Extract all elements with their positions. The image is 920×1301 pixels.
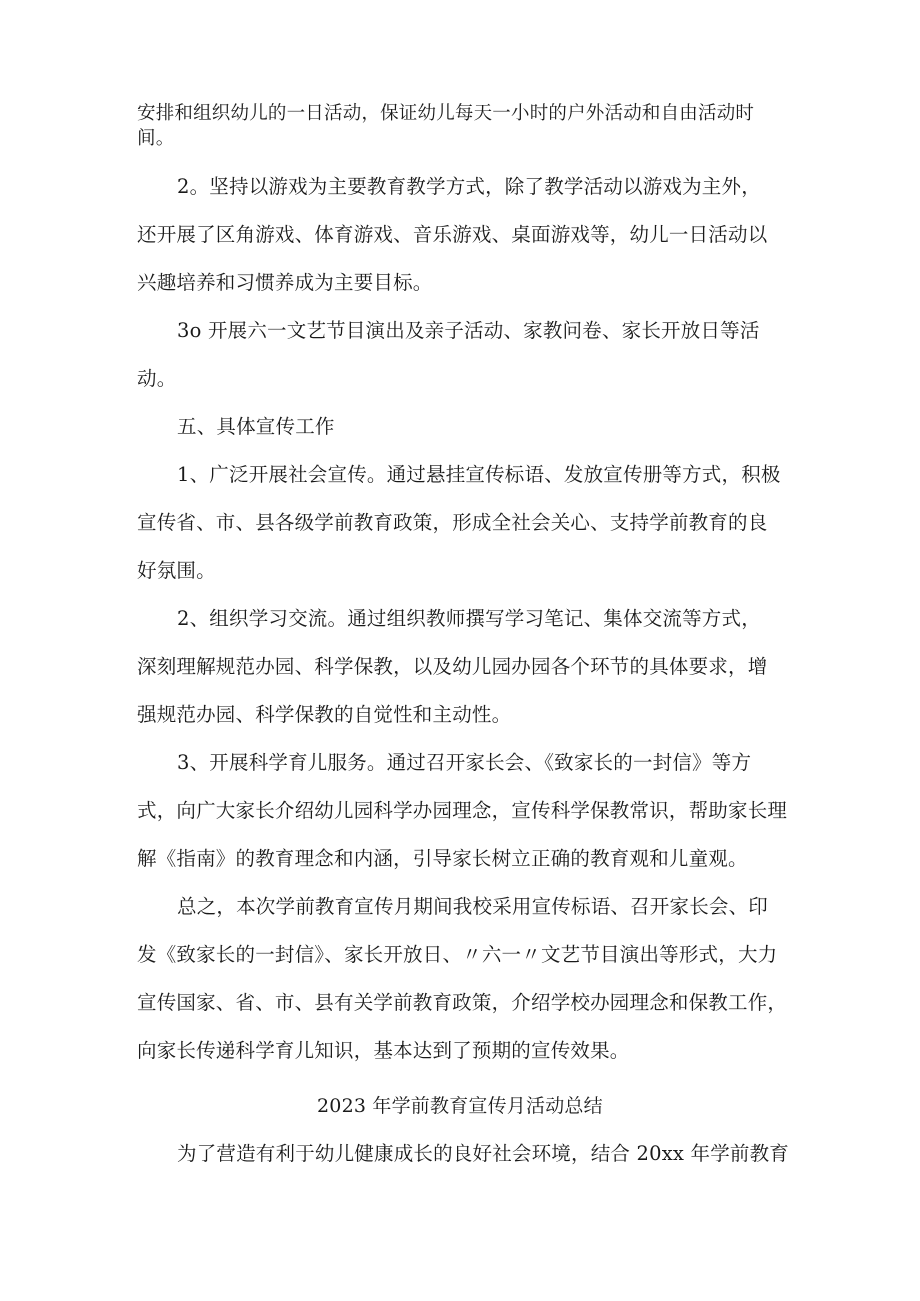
text-line: 深刻理解规范办园、科学保教，以及幼儿园办园各个环节的具体要求，增 <box>137 655 768 678</box>
document-title: 2023 年学前教育宣传月活动总结 <box>317 1095 603 1117</box>
text-line: 2。坚持以游戏为主要教育教学方式，除了教学活动以游戏为主外， <box>177 175 761 198</box>
text-line: 发《致家长的一封信》、家长开放日、〃六一〃文艺节目演出等形式，大力 <box>137 943 778 966</box>
text-line: 3o 开展六一文艺节目演出及亲子活动、家教问卷、家长开放日等活 <box>177 319 760 342</box>
text-line: 还开展了区角游戏、体育游戏、音乐游戏、桌面游戏等，幼儿一日活动以 <box>137 223 768 246</box>
text-line: 动。 <box>137 367 177 390</box>
text-line: 宣传省、市、县各级学前教育政策，形成全社会关心、支持学前教育的良 <box>137 511 768 534</box>
text-line: 总之，本次学前教育宣传月期间我校采用宣传标语、召开家长会、印 <box>177 895 769 918</box>
text-line: 解《指南》的教育理念和内涵，引导家长树立正确的教育观和儿童观。 <box>137 847 748 870</box>
text-line: 间。 <box>137 128 175 149</box>
text-line: 向家长传递科学育儿知识，基本达到了预期的宣传效果。 <box>137 1039 630 1062</box>
section-heading: 五、具体宣传工作 <box>177 415 335 438</box>
text-line: 好氛围。 <box>137 559 216 582</box>
text-line: 宣传国家、省、市、县有关学前教育政策，介绍学校办园理念和保教工作， <box>137 991 788 1014</box>
text-line: 式，向广大家长介绍幼儿园科学办园理念，宣传科学保教常识，帮助家长理 <box>137 799 788 822</box>
text-line: 1、广泛开展社会宣传。通过悬挂宣传标语、发放宣传册等方式，积极 <box>177 463 781 486</box>
text-line: 3、开展科学育儿服务。通过召开家长会、《致家长的一封信》等方 <box>177 751 752 774</box>
text-line: 2、组织学习交流。通过组织教师撰写学习笔记、集体交流等方式， <box>177 607 761 630</box>
text-line: 安排和组织幼儿的一日活动，保证幼儿每天一小时的户外活动和自由活动时 <box>137 103 755 124</box>
text-line: 强规范办园、科学保教的自觉性和主动性。 <box>137 703 512 726</box>
text-line: 兴趣培养和习惯养成为主要目标。 <box>137 271 433 294</box>
text-line: 为了营造有利于幼儿健康成长的良好社会环境，结合 20xx 年学前教育 <box>177 1142 790 1165</box>
